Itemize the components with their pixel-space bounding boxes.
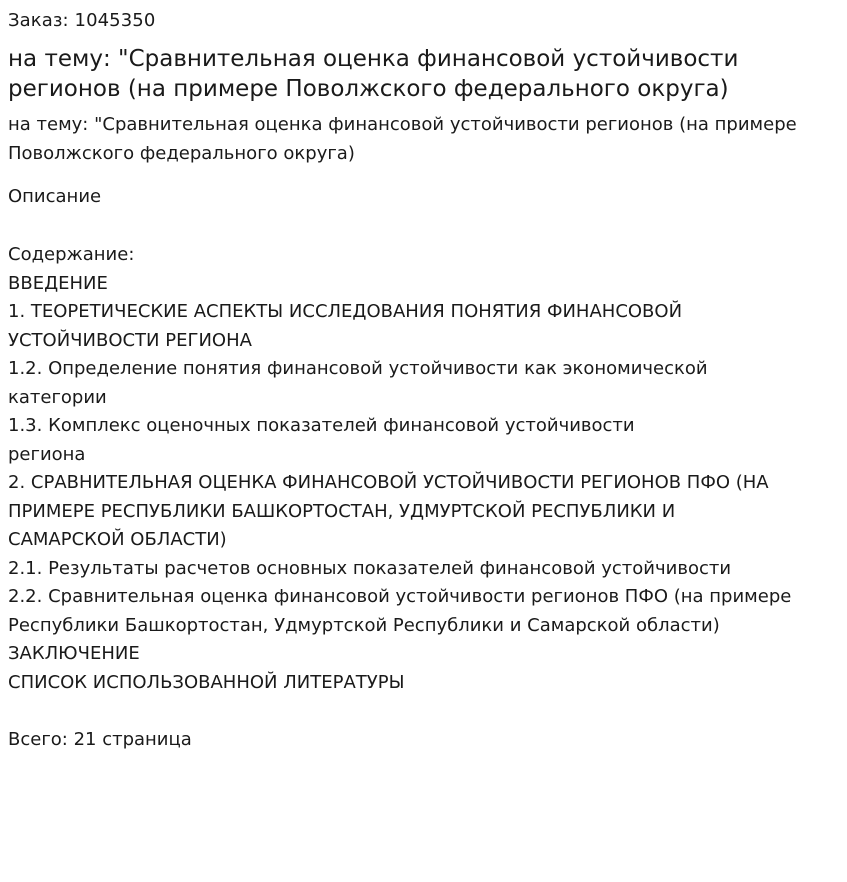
page-title: на тему: "Сравнительная оценка финансовой устойчивости регионов (на примере Поволжского федерального округа) (8, 46, 739, 102)
contents-line: 2.1. Результаты расчетов основных показателей финансовой устойчивости (8, 557, 732, 579)
contents-line: ЗАКЛЮЧЕНИЕ (8, 643, 140, 664)
contents-line: ВВЕДЕНИЕ (8, 272, 108, 294)
page-subtitle: на тему: "Сравнительная оценка финансовой устойчивости регионов (на примере Поволжского федерального округа) (8, 114, 797, 164)
contents-line: 1. ТЕОРЕТИЧЕСКИЕ АСПЕКТЫ ИССЛЕДОВАНИЯ ПОНЯТИЯ ФИНАНСОВОЙ (8, 301, 683, 322)
description-heading: Описание (8, 186, 102, 207)
contents-line: Республики Башкортостан, Удмуртской Республики и Самарской области) (8, 614, 720, 636)
contents-line: СПИСОК ИСПОЛЬЗОВАННОЙ ЛИТЕРАТУРЫ (8, 671, 405, 693)
table-of-contents (8, 241, 839, 697)
contents-line: УСТОЙЧИВОСТИ РЕГИОНА (8, 329, 252, 351)
contents-line: САМАРСКОЙ ОБЛАСТИ) (8, 529, 227, 550)
contents-line: 2.2. Сравнительная оценка финансовой устойчивости регионов ПФО (на примере (8, 586, 792, 607)
contents-line: региона (8, 443, 86, 465)
contents-line: 1.3. Комплекс оценочных показателей финансовой устойчивости (8, 415, 635, 436)
contents-line: категории (8, 386, 107, 408)
contents-heading: Содержание: (8, 244, 135, 265)
order-number: Заказ: 1045350 (8, 10, 156, 31)
contents-line: 1.2. Определение понятия финансовой устойчивости как экономической (8, 358, 708, 379)
contents-line: ПРИМЕРЕ РЕСПУБЛИКИ БАШКОРТОСТАН, УДМУРТСКОЙ РЕСПУБЛИКИ И (8, 500, 676, 522)
contents-line: 2. СРАВНИТЕЛЬНАЯ ОЦЕНКА ФИНАНСОВОЙ УСТОЙЧИВОСТИ РЕГИОНОВ ПФО (НА (8, 472, 769, 493)
page-count: Всего: 21 страница (8, 729, 192, 750)
